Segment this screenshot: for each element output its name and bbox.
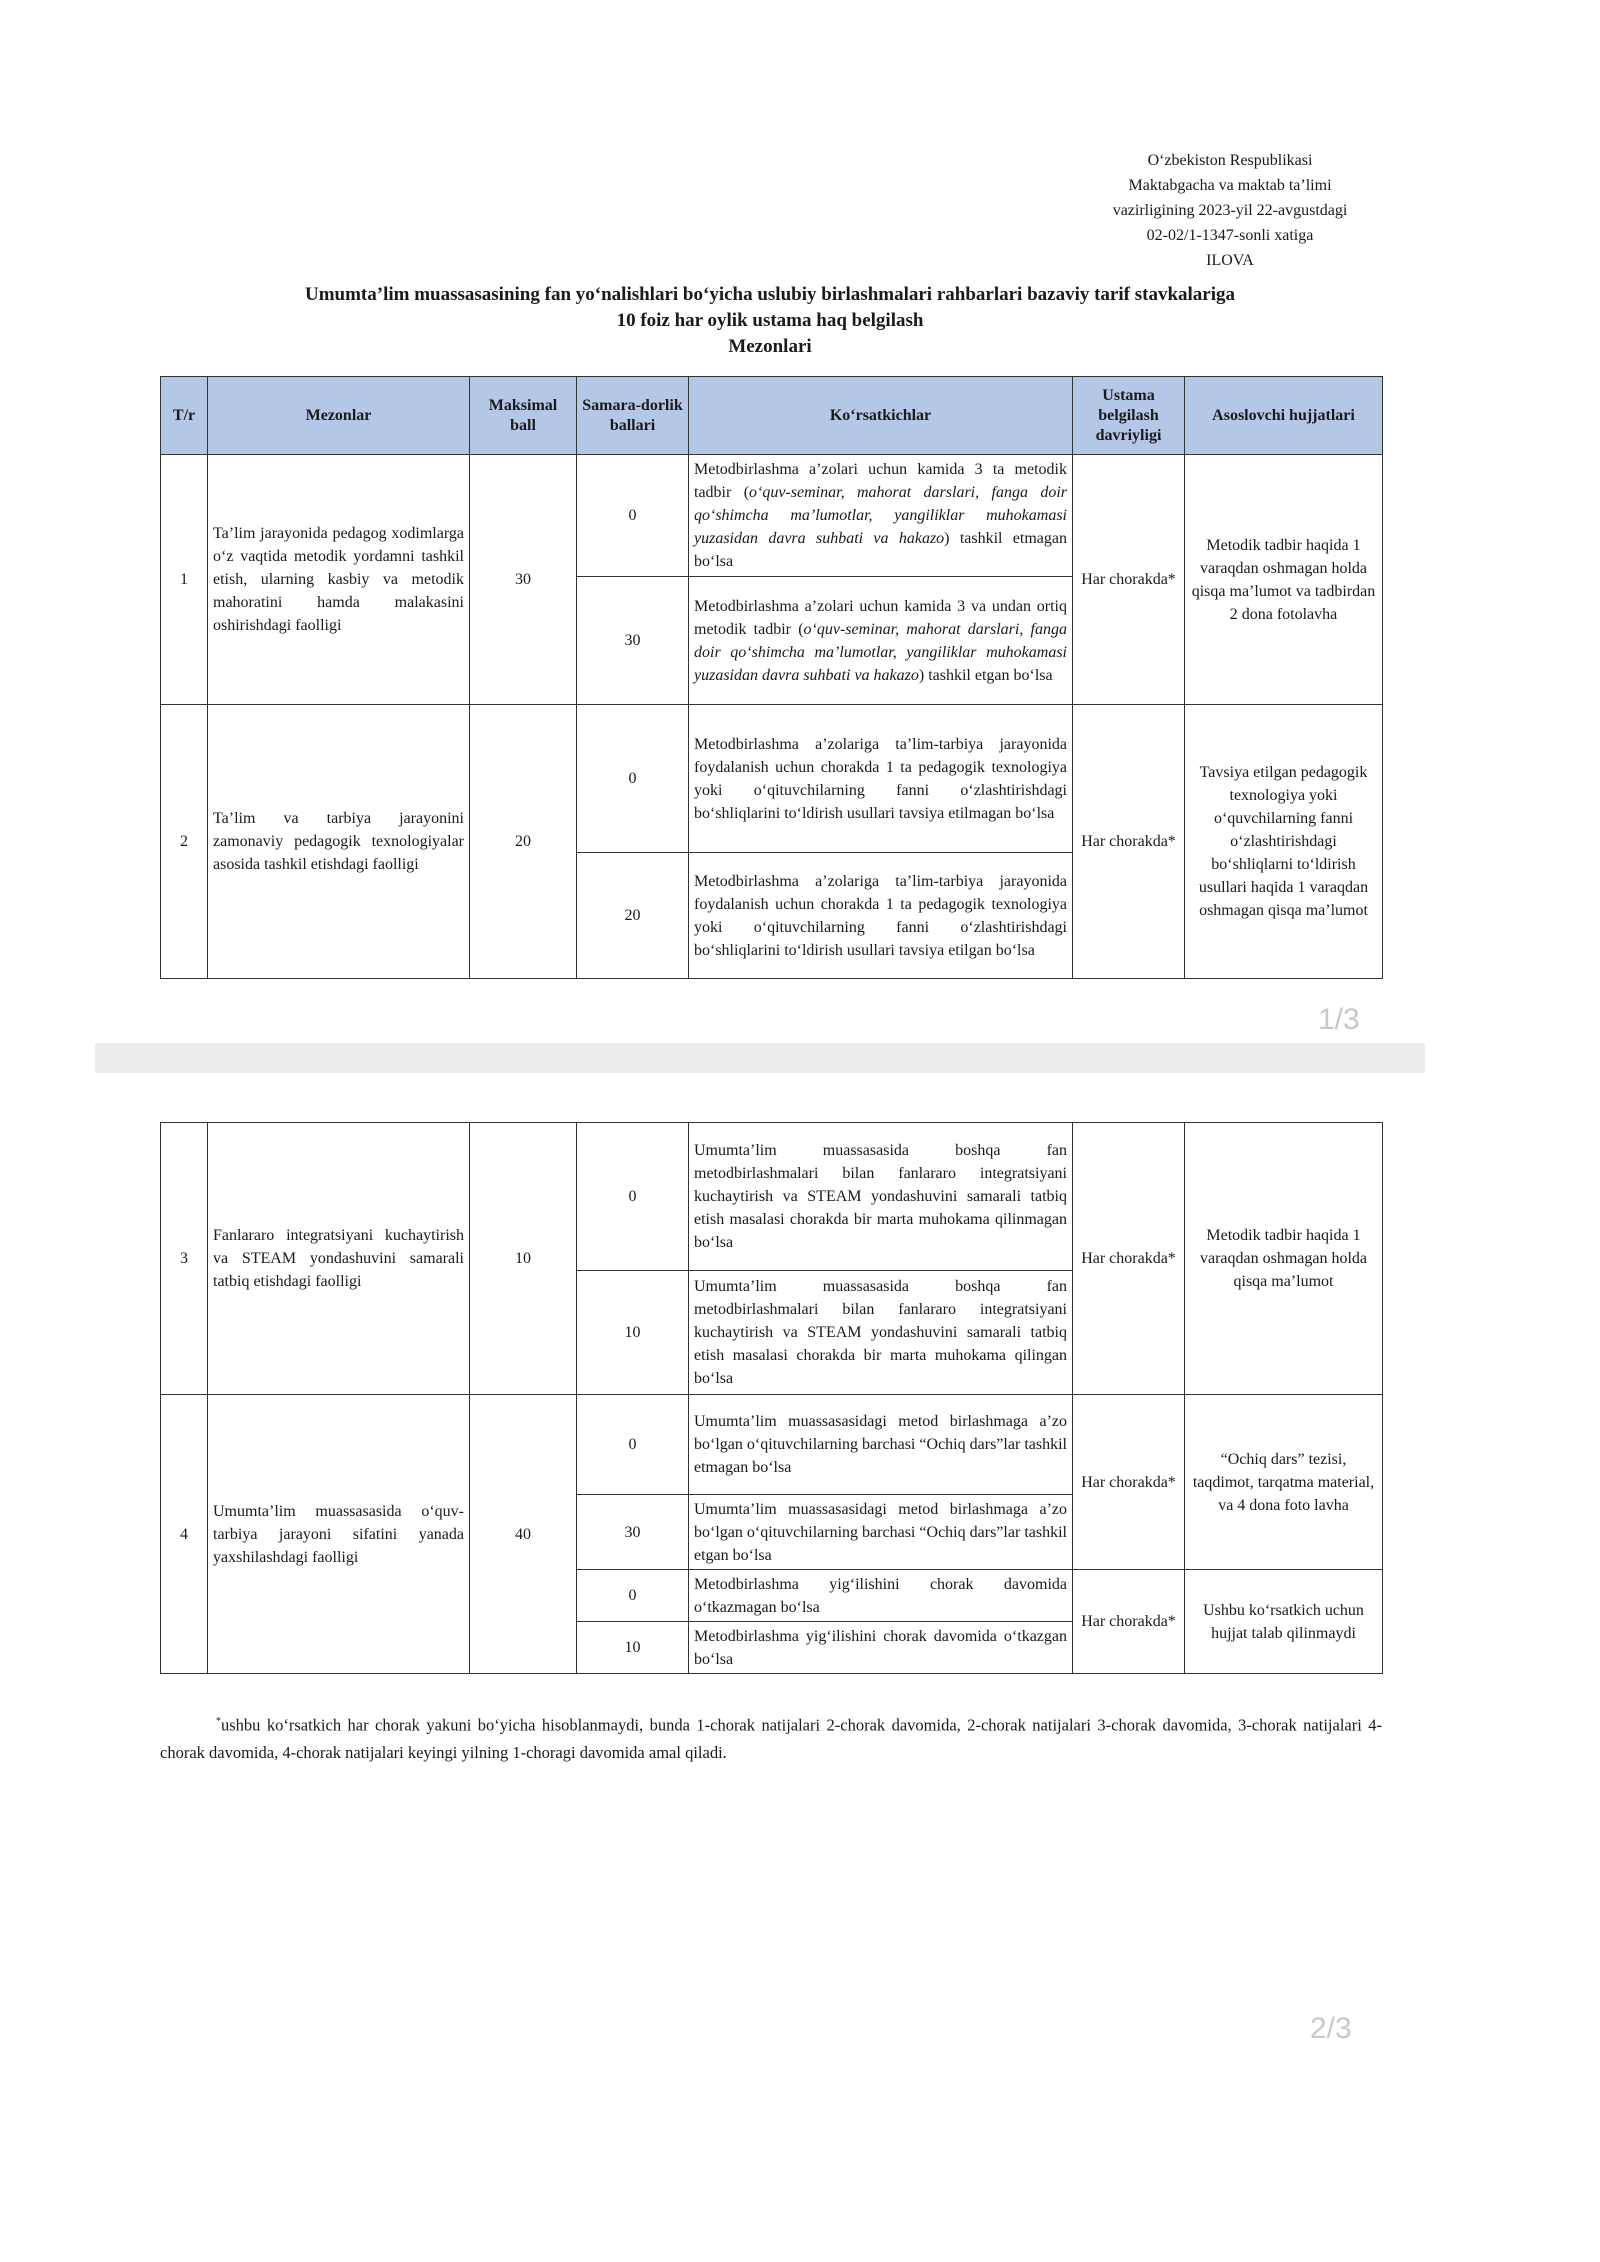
criterion-text: Ta’lim jarayonida pedagog xodimlarga o‘z vaqtida metodik yordamni tashkil etish, ularning kasbiy va metodik mahoratini hamda malakasini oshirishdagi faolligi <box>208 455 470 705</box>
period-text: Har chorakda* <box>1073 1395 1185 1570</box>
indicator-examples: o‘quv-seminar, mahorat darslari, fanga doir qo‘shimcha ma’lumotlar, yangiliklar muhokamasi yuzasidan davra suhbati va hakazo <box>694 484 1067 547</box>
row-number: 3 <box>161 1123 208 1395</box>
table-row <box>161 705 1383 853</box>
max-score: 20 <box>470 705 577 979</box>
col-header-period: Ustama belgilash davriyligi <box>1073 377 1185 455</box>
col-header-indicators: Ko‘rsatkichlar <box>689 377 1073 455</box>
title-line: Umumta’lim muassasasining fan yo‘nalishlari bo‘yicha uslubiy birlashmalari rahbarlari bazaviy tarif stavkalariga <box>304 284 1236 305</box>
indicator-part: Metodbirlashma a’zolari uchun kamida 3 ta metodik tadbir ( <box>694 461 1067 501</box>
criteria-table-page1 <box>160 376 1383 979</box>
documents-text: Ushbu ko‘rsatkich uchun hujjat talab qilinmaydi <box>1185 1570 1383 1674</box>
efficiency-score: 10 <box>577 1622 689 1674</box>
indicator-text: Umumta’lim muassasasida boshqa fan metodbirlashmalari bilan fanlararo integratsiyani kuchaytirish va STEAM yondashuvini samarali tatbiq etish masalasi chorakda bir marta muhokama qilinmagan bo‘lsa <box>689 1123 1073 1271</box>
max-score: 30 <box>470 455 577 705</box>
indicator-text <box>689 577 1073 705</box>
max-score: 40 <box>470 1395 577 1674</box>
letter-header <box>1080 148 1380 273</box>
efficiency-score: 0 <box>577 455 689 577</box>
documents-text: Metodik tadbir haqida 1 varaqdan oshmagan holda qisqa ma’lumot va tadbirdan 2 dona fotolavha <box>1185 455 1383 705</box>
indicator-examples: o‘quv-seminar, mahorat darslari, fanga doir qo‘shimcha ma’lumotlar, yangiliklar muhokamasi yuzasidan davra suhbati va hakazo <box>694 620 1068 684</box>
document-title <box>160 282 1380 360</box>
indicator-text: Metodbirlashma a’zolariga ta’lim-tarbiya jarayonida foydalanish uchun chorakda 1 ta pedagogik texnologiya yoki o‘qituvchilarning fanni o‘zlashtirishdagi bo‘shliqlarini to‘ldirish usullari tavsiya etilmagan bo‘lsa <box>689 705 1073 853</box>
period-text: Har chorakda* <box>1073 1123 1185 1395</box>
documents-text: Metodik tadbir haqida 1 varaqdan oshmagan holda qisqa ma’lumot <box>1185 1123 1383 1395</box>
col-header-efficiency: Samara-dorlik ballari <box>577 377 689 455</box>
period-text: Har chorakda* <box>1073 1570 1185 1674</box>
documents-text: Tavsiya etilgan pedagogik texnologiya yoki o‘quvchilarning fanni o‘zlashtirishdagi bo‘shliqlarni to‘ldirish usullari haqida 1 varaqdan oshmagan qisqa ma’lumot <box>1185 705 1383 979</box>
criterion-text: Fanlararo integratsiyani kuchaytirish va STEAM yondashuvini samarali tatbiq etishdagi faolligi <box>208 1123 470 1395</box>
header-line: ILOVA <box>1206 252 1254 269</box>
title-line: Mezonlari <box>728 336 812 357</box>
efficiency-score: 30 <box>577 1495 689 1570</box>
efficiency-score: 20 <box>577 853 689 979</box>
indicator-part: Metodbirlashma a’zolari uchun kamida 3 va undan ortiq metodik tadbir ( <box>694 597 1067 638</box>
period-text: Har chorakda* <box>1073 455 1185 705</box>
indicator-text <box>689 455 1073 577</box>
col-header-max: Maksimal ball <box>470 377 577 455</box>
indicator-text: Umumta’lim muassasasidagi metod birlashmaga a’zo bo‘lgan o‘qituvchilarning barchasi “Ochiq dars”lar tashkil etgan bo‘lsa <box>689 1495 1073 1570</box>
row-number: 1 <box>161 455 208 705</box>
efficiency-score: 10 <box>577 1271 689 1395</box>
efficiency-score: 0 <box>577 1123 689 1271</box>
indicator-text: Metodbirlashma a’zolariga ta’lim-tarbiya jarayonida foydalanish uchun chorakda 1 ta pedagogik texnologiya yoki o‘qituvchilarning fanni o‘zlashtirishdagi bo‘shliqlarini to‘ldirish usullari tavsiya etilgan bo‘lsa <box>689 853 1073 979</box>
criteria-table-page2 <box>160 1122 1383 1674</box>
page-number: 1/3 <box>1318 1003 1360 1036</box>
col-header-documents: Asoslovchi hujjatlari <box>1185 377 1383 455</box>
max-score: 10 <box>470 1123 577 1395</box>
criterion-text: Ta’lim va tarbiya jarayonini zamonaviy pedagogik texnologiyalar asosida tashkil etishdagi faolligi <box>208 705 470 979</box>
indicator-text: Metodbirlashma yig‘ilishini chorak davomida o‘tkazmagan bo‘lsa <box>689 1570 1073 1622</box>
page-number: 2/3 <box>1310 2012 1352 2045</box>
table-row <box>161 455 1383 577</box>
row-number: 4 <box>161 1395 208 1674</box>
header-line: Maktabgacha va maktab ta’limi <box>1128 177 1332 194</box>
header-line: 02-02/1-1347-sonli xatiga <box>1146 227 1314 244</box>
header-line: O‘zbekiston Respublikasi <box>1147 152 1313 169</box>
title-line: 10 foiz har oylik ustama haq belgilash <box>616 310 924 331</box>
row-number: 2 <box>161 705 208 979</box>
criterion-text: Umumta’lim muassasasida o‘quv-tarbiya jarayoni sifatini yanada yaxshilashdagi faolligi <box>208 1395 470 1674</box>
table-row <box>161 1123 1383 1271</box>
col-header-num: T/r <box>161 377 208 455</box>
documents-text: “Ochiq dars” tezisi, taqdimot, tarqatma material, va 4 dona foto lavha <box>1185 1395 1383 1570</box>
indicator-part: ) tashkil etgan bo‘lsa <box>918 666 1053 684</box>
footnote-text: ushbu ko‘rsatkich har chorak yakuni bo‘yicha hisoblanmaydi, bunda 1-chorak natijalari 2-chorak davomida, 2-chorak natijalari 3-chorak davomida, 3-chorak natijalari 4-chorak davomida, 4-chorak natijalari keyingi yilning 1-choragi davomida amal qiladi. <box>160 1715 1382 1762</box>
indicator-text: Umumta’lim muassasasida boshqa fan metodbirlashmalari bilan fanlararo integratsiyani kuchaytirish va STEAM yondashuvini samarali tatbiq etish masalasi chorakda bir marta muhokama qilingan bo‘lsa <box>689 1271 1073 1395</box>
indicator-part: ) tashkil etmagan bo‘lsa <box>694 530 1068 570</box>
efficiency-score: 30 <box>577 577 689 705</box>
table-header-row <box>161 377 1383 455</box>
header-line: vazirligining 2023-yil 22-avgustdagi <box>1112 202 1348 219</box>
col-header-criteria: Mezonlar <box>208 377 470 455</box>
table-row <box>161 1395 1383 1495</box>
footnote-mark: * <box>216 1716 221 1727</box>
indicator-text: Umumta’lim muassasasidagi metod birlashmaga a’zo bo‘lgan o‘qituvchilarning barchasi “Ochiq dars”lar tashkil etmagan bo‘lsa <box>689 1395 1073 1495</box>
efficiency-score: 0 <box>577 1570 689 1622</box>
efficiency-score: 0 <box>577 1395 689 1495</box>
indicator-text: Metodbirlashma yig‘ilishini chorak davomida o‘tkazgan bo‘lsa <box>689 1622 1073 1674</box>
efficiency-score: 0 <box>577 705 689 853</box>
period-text: Har chorakda* <box>1073 705 1185 979</box>
footnote <box>160 1708 1382 1766</box>
page-separator <box>95 1043 1425 1073</box>
